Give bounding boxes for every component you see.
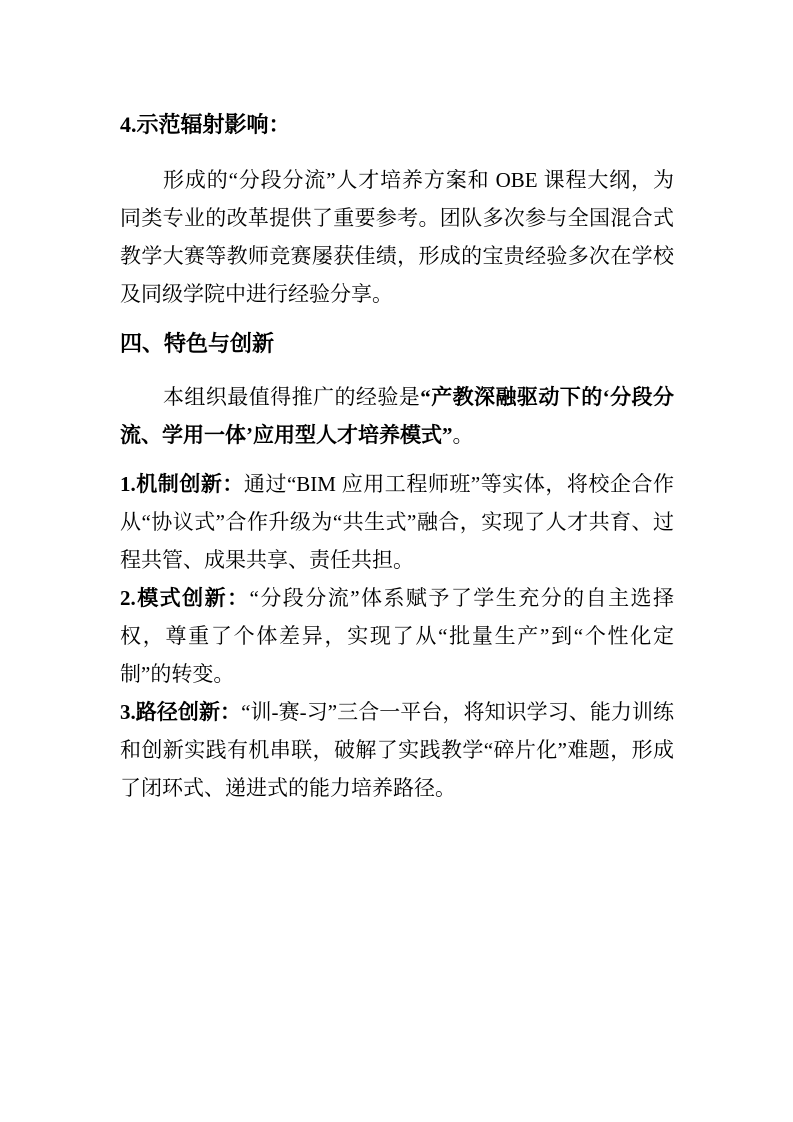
bold-text-run: 1.机制创新： [120, 472, 244, 496]
heading-demonstration-radiation-impact [120, 106, 674, 144]
text-run: “分段分流”体系赋予了学生充分的自主选择权，尊重了个体差异，实现了从“批量生产”到“个性化定制”的转变。 [120, 586, 675, 686]
paragraph-model-innovation [120, 579, 674, 693]
text-run: 形成的“分段分流”人才培养方案和 OBE 课程大纲，为同类专业的改革提供了重要参考。团队多次参与全国混合式教学大赛等教师竞赛屡获佳绩，形成的宝贵经验多次在学校及同级学院中进行经验分享。 [120, 168, 674, 306]
text-run: 本组织最值得推广的经验是 [163, 385, 421, 409]
bold-text-run: “产教深融驱动下的‘分段分流、学用一体’应用型人才培养模式” [120, 385, 674, 447]
text-run: 。 [452, 423, 474, 447]
paragraph-demonstration-impact-body [120, 161, 674, 313]
bold-text-run: 四、特色与创新 [120, 331, 275, 356]
paragraph-path-innovation [120, 693, 674, 807]
bold-text-run: 4.示范辐射影响： [120, 112, 291, 137]
bold-text-run: 3.路径创新： [120, 700, 242, 724]
paragraph-promotable-experience [120, 378, 674, 454]
text-run: 通过“BIM 应用工程师班”等实体，将校企合作从“协议式”合作升级为“共生式”融合，实现了人才共育、过程共管、成果共享、责任共担。 [120, 472, 674, 572]
text-run: “训-赛-习”三合一平台，将知识学习、能力训练和创新实践有机串联，破解了实践教学“碎片化”难题，形成了闭环式、递进式的能力培养路径。 [120, 700, 675, 800]
paragraph-mechanism-innovation [120, 465, 674, 579]
document-content [120, 106, 674, 807]
bold-text-run: 2.模式创新： [120, 586, 250, 610]
heading-features-and-innovation [120, 325, 674, 363]
